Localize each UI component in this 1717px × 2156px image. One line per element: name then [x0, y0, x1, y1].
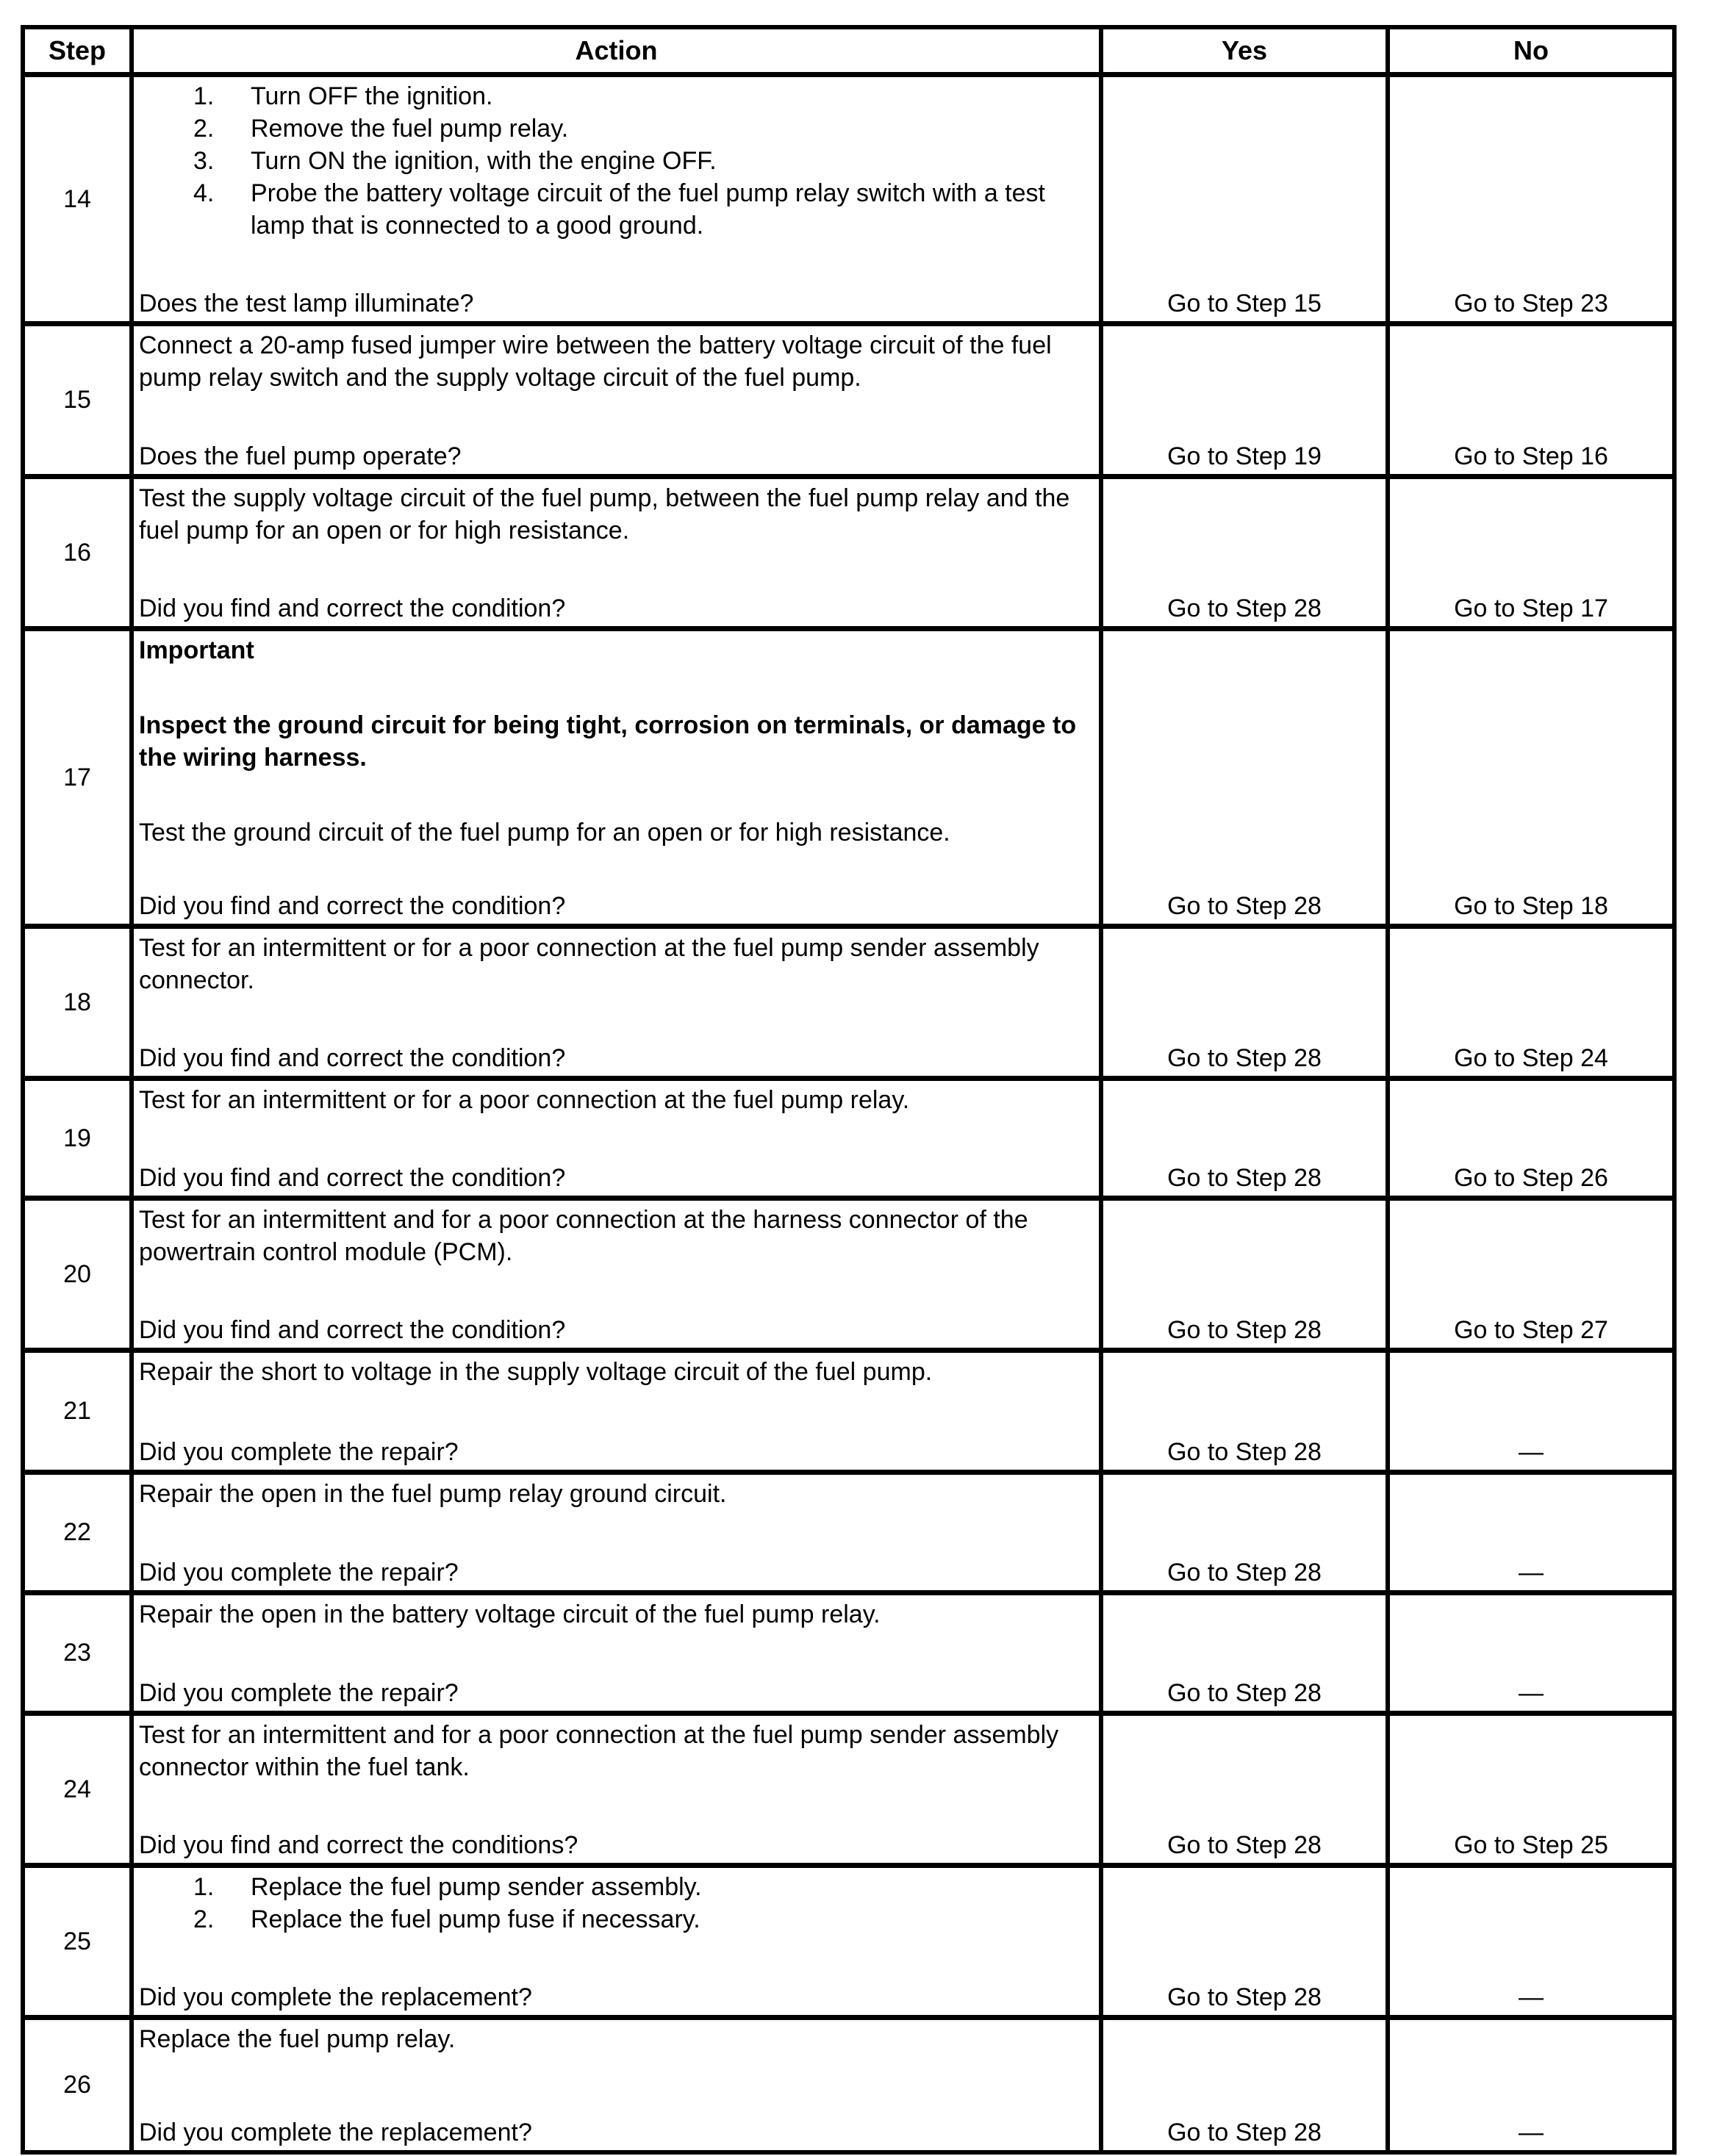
list-number: 3. — [193, 147, 215, 175]
list-item — [139, 177, 1093, 242]
row-divider — [25, 1470, 1672, 1475]
row-divider — [25, 1711, 1672, 1716]
action-text: Repair the open in the fuel pump relay ground circuit. — [139, 1480, 727, 1508]
list-item — [139, 112, 1093, 145]
action-question: Did you complete the repair? — [139, 1559, 459, 1587]
spacer — [139, 996, 1093, 1042]
yes-result: Go to Step 28 — [1167, 1831, 1322, 1859]
action-instructions — [139, 329, 1093, 394]
list-item — [139, 1871, 1093, 1903]
action-cell — [134, 1868, 1099, 2015]
action-instructions — [139, 482, 1093, 547]
header-yes: Yes — [1221, 35, 1268, 65]
yes-result: Go to Step 28 — [1167, 594, 1322, 622]
action-instructions — [139, 1719, 1093, 1783]
row-divider — [25, 1590, 1672, 1595]
spacer — [139, 666, 1093, 709]
spacer — [139, 242, 1093, 287]
action-text: Repair the open in the battery voltage circuit of the fuel pump relay. — [139, 1600, 881, 1628]
action-instructions — [139, 1204, 1093, 1268]
no-result: — — [1519, 1983, 1544, 2011]
yes-result: Go to Step 28 — [1167, 892, 1322, 920]
action-cell — [134, 929, 1099, 1076]
list-item — [139, 80, 1093, 112]
row-divider — [25, 1196, 1672, 1201]
action-cell — [134, 1081, 1099, 1196]
yes-result: Go to Step 28 — [1167, 1559, 1322, 1587]
list-text: Remove the fuel pump relay. — [251, 115, 569, 143]
yes-result: Go to Step 15 — [1167, 290, 1322, 317]
spacer — [139, 1510, 1093, 1556]
spacer — [139, 2055, 1093, 2116]
action-text: Test the supply voltage circuit of the fuel pump, between the fuel pump relay and the fuel pump for an open or for high resistance. — [139, 484, 1070, 545]
row-divider — [25, 1863, 1672, 1868]
spacer — [139, 1116, 1093, 1162]
step-number: 23 — [63, 1639, 91, 1667]
action-instructions — [139, 2023, 1093, 2055]
yes-result: Go to Step 28 — [1167, 1164, 1322, 1192]
step-number: 26 — [63, 2071, 91, 2099]
no-result: Go to Step 25 — [1454, 1831, 1608, 1859]
action-cell — [134, 2020, 1099, 2150]
row-divider — [25, 321, 1672, 326]
action-cell — [134, 1716, 1099, 1863]
step-number: 16 — [63, 538, 91, 567]
spacer — [139, 1936, 1093, 1981]
step-number: 14 — [63, 184, 91, 213]
yes-result: Go to Step 28 — [1167, 1679, 1322, 1707]
list-number: 2. — [193, 1905, 215, 1933]
no-result: — — [1519, 2119, 1544, 2146]
yes-result: Go to Step 28 — [1167, 1316, 1322, 1344]
action-instructions — [139, 1478, 1093, 1510]
action-text: Repair the short to voltage in the supply voltage circuit of the fuel pump. — [139, 1358, 933, 1386]
action-text: Test for an intermittent or for a poor connection at the fuel pump relay. — [139, 1086, 910, 1114]
yes-result: Go to Step 28 — [1167, 1438, 1322, 1466]
no-result: Go to Step 23 — [1454, 290, 1608, 317]
action-text: Test for an intermittent or for a poor connection at the fuel pump sender assembly connector. — [139, 934, 1039, 994]
spacer — [139, 1631, 1093, 1677]
spacer — [139, 1388, 1093, 1436]
list-text: Replace the fuel pump sender assembly. — [251, 1873, 702, 1901]
yes-result: Go to Step 28 — [1167, 1983, 1322, 2011]
action-instructions — [139, 1598, 1093, 1631]
yes-result: Go to Step 28 — [1167, 2119, 1322, 2146]
list-number: 4. — [193, 179, 215, 207]
row-divider — [25, 1076, 1672, 1081]
header-no: No — [1513, 35, 1549, 65]
step-number: 20 — [63, 1260, 91, 1288]
action-question: Did you find and correct the condition? — [139, 1044, 566, 1072]
step-number: 17 — [63, 763, 91, 791]
action-instructions — [139, 1871, 1093, 1936]
list-number: 1. — [193, 82, 215, 110]
action-cell — [134, 326, 1099, 474]
action-cell — [134, 631, 1099, 924]
action-question: Did you complete the replacement? — [139, 2119, 532, 2146]
action-text: Connect a 20-amp fused jumper wire between the battery voltage circuit of the fuel pump relay switch and the supply voltage circuit of the fuel pump. — [139, 331, 1052, 392]
important-title: Important — [139, 636, 254, 664]
list-text: Replace the fuel pump fuse if necessary. — [251, 1905, 700, 1933]
action-cell — [134, 1353, 1099, 1470]
action-question: Did you complete the repair? — [139, 1679, 459, 1707]
action-question: Did you find and correct the condition? — [139, 892, 566, 920]
list-item — [139, 145, 1093, 177]
row-divider — [25, 72, 1672, 77]
action-text: Test the ground circuit of the fuel pump for an open or for high resistance. — [139, 819, 950, 847]
action-instructions — [139, 932, 1093, 996]
list-number: 2. — [193, 115, 215, 143]
action-text: Test for an intermittent and for a poor connection at the fuel pump sender assembly connector within the fuel tank. — [139, 1721, 1059, 1781]
no-result: — — [1519, 1438, 1544, 1466]
action-question: Did you complete the replacement? — [139, 1983, 532, 2011]
action-question: Does the test lamp illuminate? — [139, 290, 474, 317]
action-question: Did you find and correct the condition? — [139, 1164, 566, 1192]
row-divider — [25, 924, 1672, 929]
spacer — [139, 849, 1093, 890]
step-number: 19 — [63, 1124, 91, 1152]
step-number: 18 — [63, 988, 91, 1016]
spacer — [139, 774, 1093, 816]
action-question: Does the fuel pump operate? — [139, 442, 462, 470]
no-result: Go to Step 18 — [1454, 892, 1608, 920]
no-result: Go to Step 26 — [1454, 1164, 1608, 1192]
row-divider — [25, 1348, 1672, 1353]
row-divider — [25, 626, 1672, 631]
spacer — [139, 1268, 1093, 1314]
action-question: Did you complete the repair? — [139, 1438, 459, 1466]
action-text: Test for an intermittent and for a poor connection at the harness connector of the powertrain control module (PCM). — [139, 1206, 1028, 1266]
step-number: 25 — [63, 1927, 91, 1955]
action-instructions — [139, 1084, 1093, 1116]
spacer — [139, 547, 1093, 592]
step-number: 21 — [63, 1397, 91, 1425]
action-instructions — [139, 634, 1093, 849]
action-question: Did you find and correct the condition? — [139, 1316, 566, 1344]
step-number: 24 — [63, 1775, 91, 1803]
no-result: Go to Step 24 — [1454, 1044, 1608, 1072]
list-text: Turn OFF the ignition. — [251, 82, 493, 110]
spacer — [139, 394, 1093, 440]
important-note: Inspect the ground circuit for being tight, corrosion on terminals, or damage to the wiring harness. — [139, 711, 1077, 772]
action-instructions — [139, 80, 1093, 242]
no-result: Go to Step 27 — [1454, 1316, 1608, 1344]
no-result: — — [1519, 1679, 1544, 1707]
spacer — [139, 1783, 1093, 1829]
action-text: Replace the fuel pump relay. — [139, 2025, 456, 2053]
row-divider — [25, 474, 1672, 479]
numbered-list — [139, 1871, 1093, 1936]
action-instructions — [139, 1356, 1093, 1388]
action-cell — [134, 1475, 1099, 1590]
yes-result: Go to Step 19 — [1167, 442, 1322, 470]
no-result: — — [1519, 1559, 1544, 1587]
yes-result: Go to Step 28 — [1167, 1044, 1322, 1072]
action-cell — [134, 1201, 1099, 1348]
no-result: Go to Step 17 — [1454, 594, 1608, 622]
step-number: 22 — [63, 1518, 91, 1546]
no-result: Go to Step 16 — [1454, 442, 1608, 470]
diagnostic-table — [21, 25, 1677, 2155]
header-action: Action — [575, 35, 658, 65]
action-question: Did you find and correct the condition? — [139, 594, 566, 622]
list-text: Probe the battery voltage circuit of the fuel pump relay switch with a test lamp that is connected to a good ground. — [251, 179, 1045, 240]
step-number: 15 — [63, 386, 91, 414]
header-step: Step — [48, 35, 106, 65]
action-cell — [134, 77, 1099, 321]
row-divider — [25, 2015, 1672, 2020]
list-text: Turn ON the ignition, with the engine OFF. — [251, 147, 717, 175]
list-item — [139, 1903, 1093, 1936]
action-cell — [134, 479, 1099, 626]
list-number: 1. — [193, 1873, 215, 1901]
action-cell — [134, 1595, 1099, 1711]
action-question: Did you find and correct the conditions? — [139, 1831, 578, 1859]
numbered-list — [139, 80, 1093, 242]
